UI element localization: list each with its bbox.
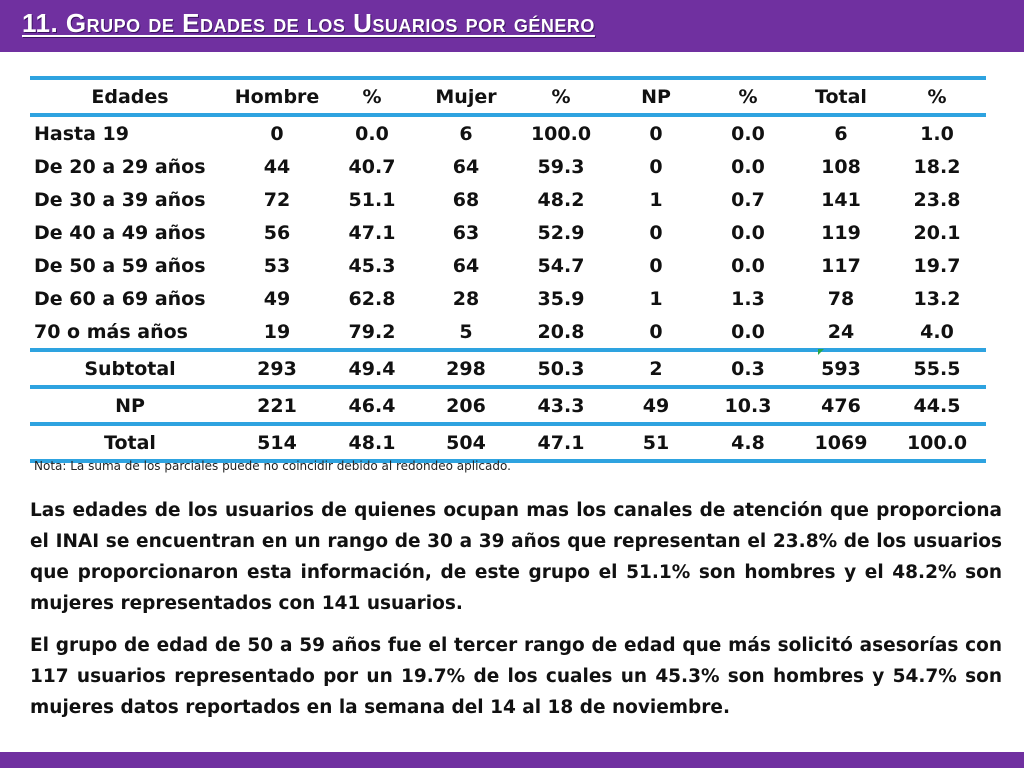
- table-cell: 0.0: [355, 122, 389, 145]
- table-cell: 1.3: [731, 287, 765, 310]
- table-row: [30, 249, 986, 282]
- column-header: Mujer: [420, 78, 512, 115]
- row-label: 70 o más años: [34, 320, 188, 343]
- table-cell: 0.7: [731, 188, 765, 211]
- table-cell: 0.3: [702, 350, 794, 387]
- column-header: %: [512, 78, 610, 115]
- table-row: [30, 150, 986, 183]
- table-cell: 19: [263, 320, 291, 343]
- table-cell: 0.0: [731, 320, 765, 343]
- table-cell: 141: [821, 188, 861, 211]
- row-label: De 40 a 49 años: [34, 221, 206, 244]
- page-title: 11. Grupo de Edades de los Usuarios por género: [22, 8, 595, 38]
- footnote: Nota: La suma de los parciales puede no coincidir debido al redondeo aplicado.: [34, 459, 511, 473]
- table-cell: 51: [610, 424, 702, 461]
- age-gender-table: [30, 76, 986, 463]
- table-cell: 35.9: [537, 287, 585, 310]
- table-cell: 100.0: [888, 424, 986, 461]
- table-row: [30, 115, 986, 150]
- row-label: De 20 a 29 años: [34, 155, 206, 178]
- table-cell: 10.3: [702, 387, 794, 424]
- table-cell: 206: [420, 387, 512, 424]
- table-cell: 0: [649, 254, 663, 277]
- column-header: %: [324, 78, 420, 115]
- table-row: [30, 183, 986, 216]
- table-cell: 59.3: [537, 155, 585, 178]
- table-cell: 78: [827, 287, 855, 310]
- table-cell: 6: [834, 122, 848, 145]
- table-cell: 48.1: [324, 424, 420, 461]
- column-header: Hombre: [230, 78, 324, 115]
- summary-row: [30, 387, 986, 424]
- row-label: NP: [30, 387, 230, 424]
- table-cell: 108: [821, 155, 861, 178]
- table-cell: 23.8: [913, 188, 961, 211]
- table-cell: 56: [263, 221, 291, 244]
- table-cell: 49: [263, 287, 291, 310]
- table-cell: 43.3: [512, 387, 610, 424]
- table-cell: 5: [459, 320, 473, 343]
- table-cell: 0: [649, 221, 663, 244]
- table-cell: 4.8: [702, 424, 794, 461]
- table-cell: 55.5: [888, 350, 986, 387]
- table-cell: 298: [420, 350, 512, 387]
- table-cell: 117: [821, 254, 861, 277]
- table-cell: 79.2: [348, 320, 396, 343]
- footer-bar: [0, 752, 1024, 768]
- row-label: De 30 a 39 años: [34, 188, 206, 211]
- table-cell: 1: [649, 287, 663, 310]
- paragraph-third-range: El grupo de edad de 50 a 59 años fue el tercer rango de edad que más solicitó asesorías con 117 usuarios representado por un 19.7% de los cuales un 45.3% son hombres y 54.7% son mujeres datos reportados en la semana del 14 al 18 de noviembre.: [30, 635, 1002, 718]
- table-cell: 100.0: [530, 122, 592, 145]
- table-cell: 514: [230, 424, 324, 461]
- green-corner-marker: [818, 349, 824, 355]
- row-label: Total: [30, 424, 230, 461]
- table-cell: 19.7: [913, 254, 961, 277]
- table-cell: 44: [263, 155, 291, 178]
- summary-row: [30, 350, 986, 387]
- table-cell: 50.3: [512, 350, 610, 387]
- table-cell: 68: [452, 188, 480, 211]
- table-cell: 44.5: [888, 387, 986, 424]
- table-cell: 49.4: [324, 350, 420, 387]
- title-bar: [0, 0, 1024, 52]
- row-label: De 50 a 59 años: [34, 254, 206, 277]
- table-cell: 1069: [794, 424, 888, 461]
- table-cell: 0.0: [731, 155, 765, 178]
- table-row: [30, 282, 986, 315]
- table-cell: 0.0: [731, 122, 765, 145]
- row-label: Hasta 19: [34, 122, 129, 145]
- summary-row: [30, 424, 986, 461]
- age-gender-table-container: [30, 76, 986, 463]
- column-header: NP: [610, 78, 702, 115]
- table-row: [30, 315, 986, 350]
- table-cell: 20.1: [913, 221, 961, 244]
- paragraph-age-summary: Las edades de los usuarios de quienes ocupan mas los canales de atención que proporciona el INAI se encuentran en un rango de 30 a 39 años que representan el 23.8% de los usuarios que proporcionaron esta información, de este grupo el 51.1% son hombres y el 48.2% son mujeres representados con 141 usuarios.: [30, 500, 1002, 614]
- table-cell: 45.3: [348, 254, 396, 277]
- table-cell: 0: [649, 320, 663, 343]
- table-cell: 46.4: [324, 387, 420, 424]
- table-cell: 51.1: [348, 188, 396, 211]
- table-cell: 504: [420, 424, 512, 461]
- table-cell: 52.9: [537, 221, 585, 244]
- table-cell: 53: [263, 254, 291, 277]
- table-cell: 40.7: [348, 155, 396, 178]
- table-cell: 47.1: [512, 424, 610, 461]
- table-cell: 0: [649, 155, 663, 178]
- table-cell: 72: [263, 188, 291, 211]
- table-cell: 28: [452, 287, 480, 310]
- table-cell: 476: [794, 387, 888, 424]
- table-cell: 54.7: [537, 254, 585, 277]
- table-cell: 6: [459, 122, 473, 145]
- column-header: Edades: [30, 78, 230, 115]
- row-label: De 60 a 69 años: [34, 287, 206, 310]
- table-cell: 63: [452, 221, 480, 244]
- table-cell: 20.8: [537, 320, 585, 343]
- table-cell: 18.2: [913, 155, 961, 178]
- table-cell: 119: [821, 221, 861, 244]
- table-cell: 13.2: [913, 287, 961, 310]
- table-cell: 49: [610, 387, 702, 424]
- table-cell: 24: [827, 320, 855, 343]
- table-row: [30, 216, 986, 249]
- table-cell: 1: [649, 188, 663, 211]
- table-cell: 293: [230, 350, 324, 387]
- row-label: Subtotal: [30, 350, 230, 387]
- table-cell: 62.8: [348, 287, 396, 310]
- table-cell: 0: [649, 122, 663, 145]
- table-cell: 0.0: [731, 254, 765, 277]
- table-cell: 2: [610, 350, 702, 387]
- table-cell: 48.2: [537, 188, 585, 211]
- column-header: Total: [794, 78, 888, 115]
- table-cell: 64: [452, 155, 480, 178]
- table-cell: 0.0: [731, 221, 765, 244]
- table-cell: 221: [230, 387, 324, 424]
- table-cell: 1.0: [920, 122, 954, 145]
- column-header: %: [702, 78, 794, 115]
- table-cell: 47.1: [348, 221, 396, 244]
- table-cell: 593: [794, 350, 888, 387]
- table-cell: 4.0: [920, 320, 954, 343]
- table-cell: 64: [452, 254, 480, 277]
- table-cell: 0: [270, 122, 284, 145]
- table-header-row: [30, 78, 986, 115]
- column-header: %: [888, 78, 986, 115]
